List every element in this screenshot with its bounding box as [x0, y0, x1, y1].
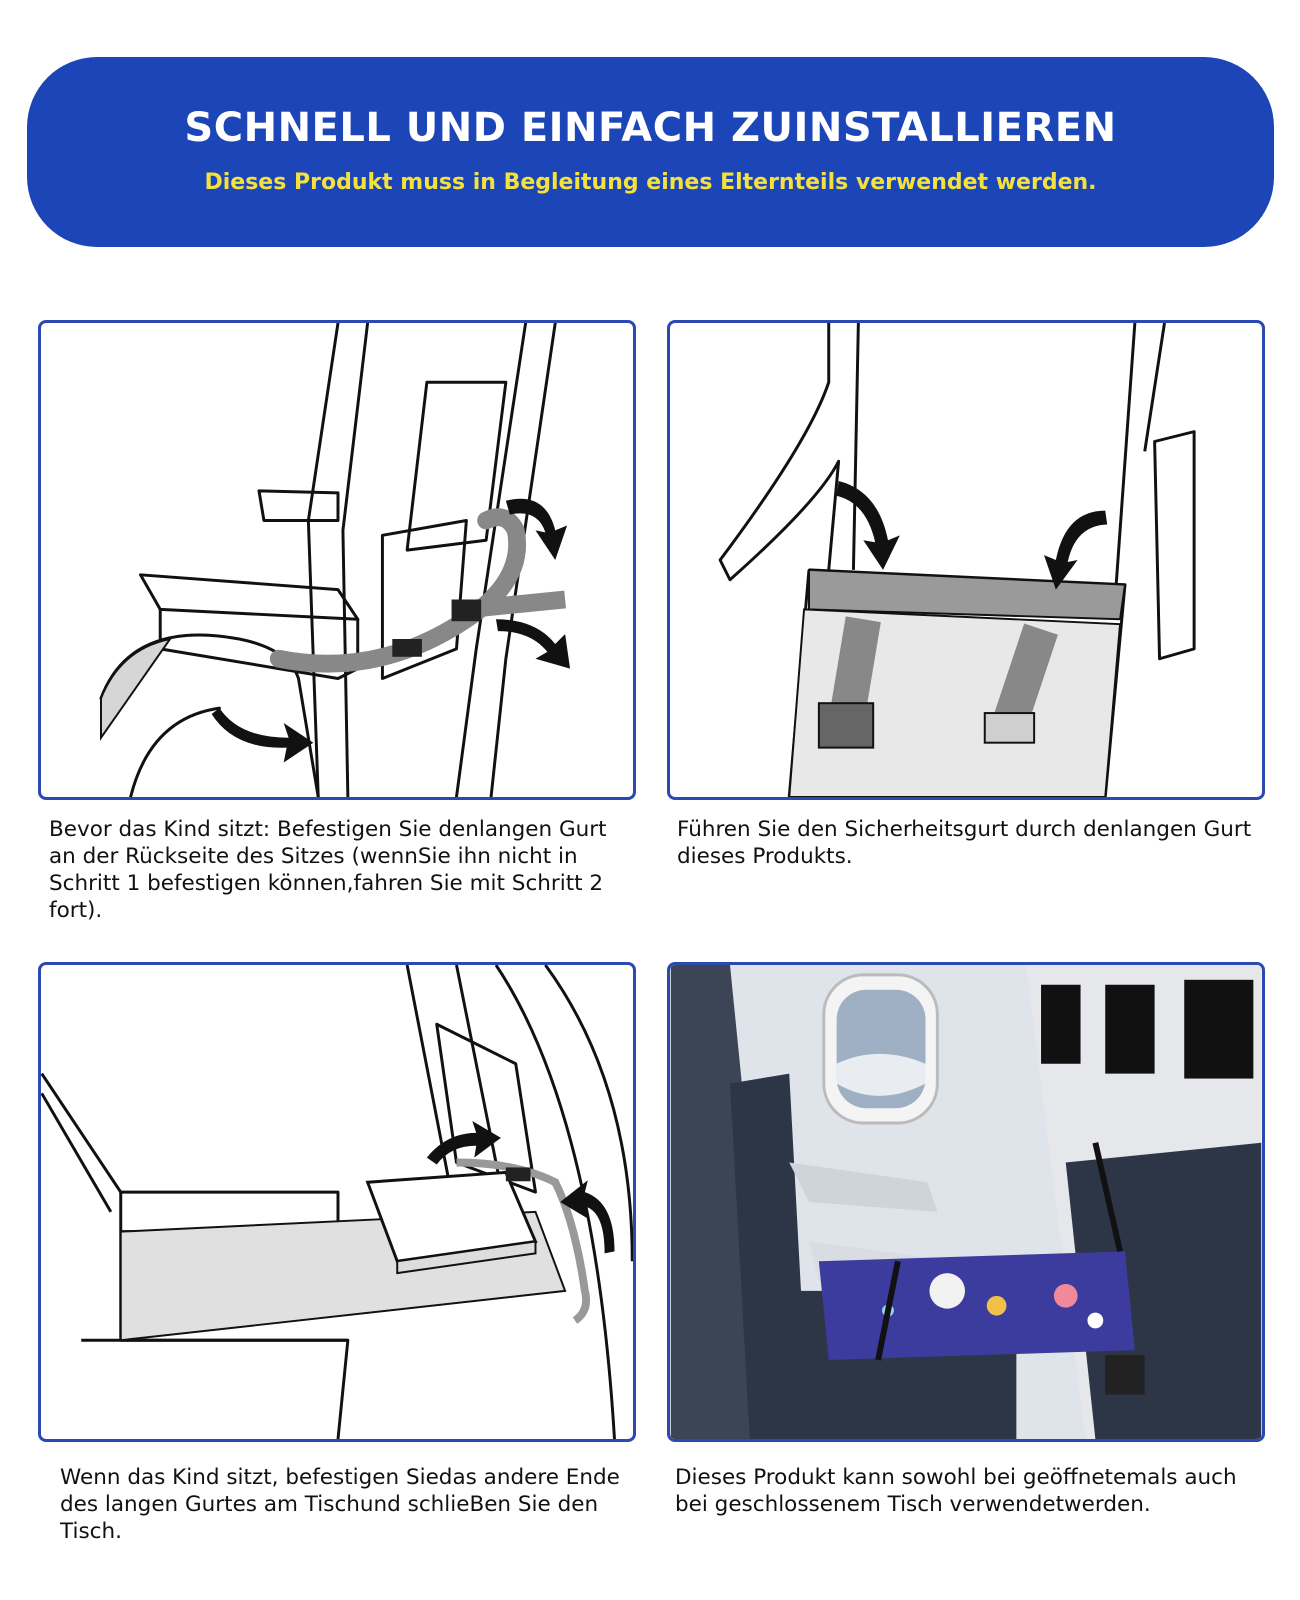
- step-3-illustration: [38, 962, 636, 1442]
- step-4-caption: Dieses Produkt kann sowohl bei geöffnetemals auch bei geschlossenem Tisch verwendetwerden.: [675, 1465, 1237, 1517]
- step-1-caption: Bevor das Kind sitzt: Befestigen Sie denlangen Gurt an der Rückseite des Sitzes (wennSie ihn nicht in Schritt 1 befestigen können,fahren Sie mit Schritt 2 fort).: [49, 817, 607, 923]
- banner-subtitle: Dieses Produkt muss in Begleitung eines Elternteils verwendet werden.: [204, 170, 1097, 195]
- tray-table-strap-drawing: [41, 965, 633, 1439]
- step-1-illustration: [38, 320, 636, 800]
- cabin-photo-illustration: [670, 965, 1262, 1439]
- seatbelt-through-strap-drawing: [670, 323, 1262, 797]
- step-3-caption: Wenn das Kind sitzt, befestigen Siedas andere Ende des langen Gurtes am Tischund schlieBen Sie den Tisch.: [60, 1465, 620, 1544]
- header-banner: [27, 57, 1274, 247]
- step-2-illustration: [667, 320, 1265, 800]
- step-2-caption: Führen Sie den Sicherheitsgurt durch denlangen Gurt dieses Produkts.: [677, 817, 1252, 869]
- seat-back-strap-drawing: [41, 323, 633, 797]
- step-4-photo: [667, 962, 1265, 1442]
- banner-title: SCHNELL UND EINFACH ZUINSTALLIEREN: [184, 105, 1117, 151]
